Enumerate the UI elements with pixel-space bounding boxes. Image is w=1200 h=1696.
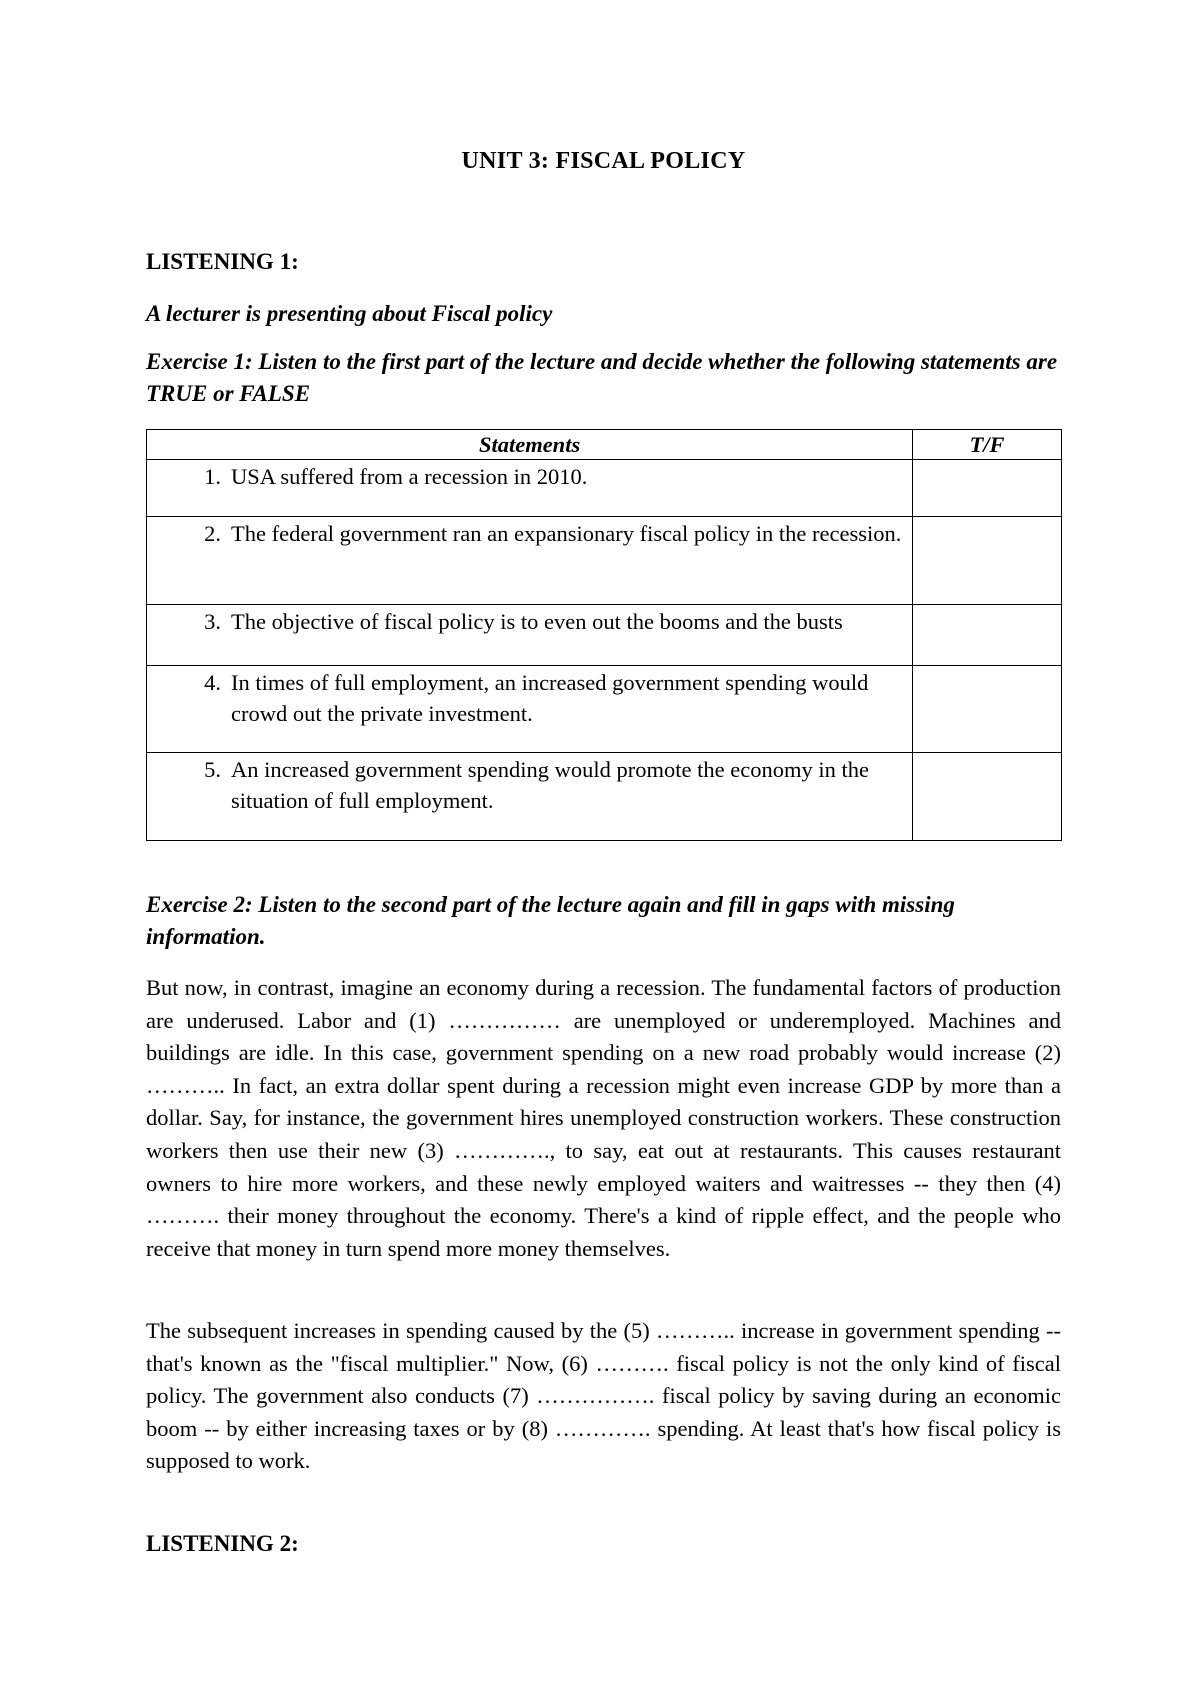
tf-answer-cell[interactable]: [913, 460, 1062, 517]
document-page: [146, 0, 1061, 1696]
statement-text: USA suffered from a recession in 2010.: [231, 464, 588, 489]
statement-number: 1.: [204, 464, 221, 489]
table-row: [147, 666, 1062, 753]
unit-title: UNIT 3: FISCAL POLICY: [461, 148, 746, 174]
statement-cell: [147, 517, 913, 605]
statements-table: [146, 429, 1062, 841]
exercise-2-instruction: Exercise 2: Listen to the second part of the lecture again and fill in gaps with missing information.: [146, 892, 955, 949]
statements-header: Statements: [147, 430, 913, 460]
statement-text: An increased government spending would promote the economy in the situation of full employment.: [231, 757, 869, 813]
table-header-row: [147, 430, 1062, 460]
listening-2-heading: LISTENING 2:: [146, 1531, 299, 1556]
statement-number: 5.: [204, 757, 221, 782]
gap-fill-paragraph-1: But now, in contrast, imagine an economy during a recession. The fundamental factors of production are underused. Labor and (1) …………… are unemployed or underemployed. Machines and buildings are idle. In this case, government spending on a new road probably would increase (2) ……….. In fact, an extra dollar spent during a recession might even increase GDP by more than a dollar. Say, for instance, the government hires unemployed construction workers. These construction workers then use their new (3) …………., to say, eat out at restaurants. This causes restaurant owners to hire more workers, and these newly employed waiters and waitresses -- they then (4) ………. their money throughout the economy. There's a kind of ripple effect, and the people who receive that money in turn spend more money themselves.: [146, 975, 1061, 1261]
table-row: [147, 753, 1062, 841]
statement-cell: [147, 605, 913, 666]
gap-fill-paragraph-2: The subsequent increases in spending caused by the (5) ……….. increase in government spending -- that's known as the "fiscal multiplier." Now, (6) ………. fiscal policy is not the only kind of fiscal policy. The government also conducts (7) ……………. fiscal policy by saving during an economic boom -- by either increasing taxes or by (8) …………. spending. At least that's how fiscal policy is supposed to work.: [146, 1318, 1061, 1474]
statement-number: 3.: [204, 609, 221, 634]
table-row: [147, 460, 1062, 517]
statement-cell: [147, 666, 913, 753]
table-row: [147, 605, 1062, 666]
tf-answer-cell[interactable]: [913, 517, 1062, 605]
tf-answer-cell[interactable]: [913, 605, 1062, 666]
exercise-1-instruction: Exercise 1: Listen to the first part of the lecture and decide whether the following statements are TRUE or FALSE: [146, 349, 1058, 406]
table-row: [147, 517, 1062, 605]
statement-cell: [147, 460, 913, 517]
tf-header: T/F: [913, 430, 1062, 460]
listening-1-heading: LISTENING 1:: [146, 249, 299, 274]
statement-text: The objective of fiscal policy is to even out the booms and the busts: [231, 609, 843, 634]
statement-number: 2.: [204, 521, 221, 546]
statement-text: In times of full employment, an increased government spending would crowd out the private investment.: [231, 670, 869, 726]
statement-number: 4.: [204, 670, 221, 695]
tf-answer-cell[interactable]: [913, 753, 1062, 841]
statement-text: The federal government ran an expansionary fiscal policy in the recession.: [231, 521, 902, 546]
listening-1-subtitle: A lecturer is presenting about Fiscal policy: [146, 301, 553, 326]
tf-answer-cell[interactable]: [913, 666, 1062, 753]
statement-cell: [147, 753, 913, 841]
